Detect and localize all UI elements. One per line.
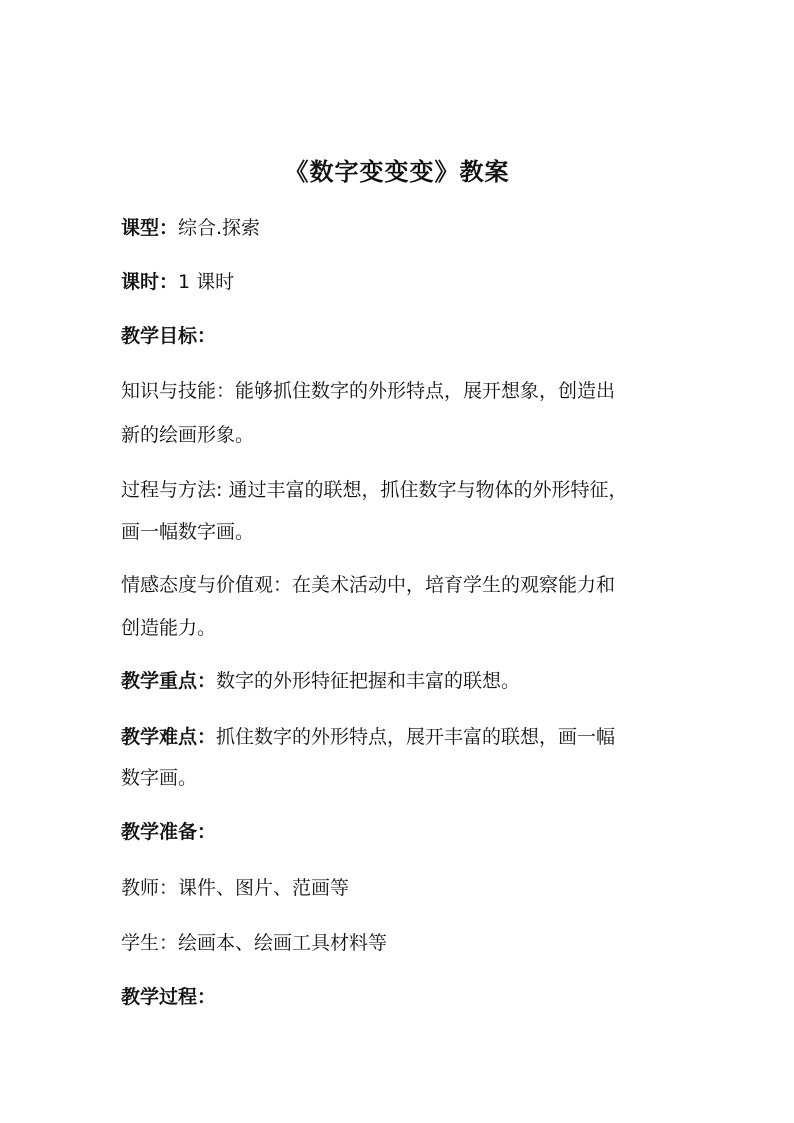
difficulties-line-2: 数字画。 (121, 767, 198, 789)
class-hours-line (121, 268, 681, 296)
difficulties-value: 抓住数字的外形特点，展开丰富的联想，画一幅 (216, 726, 616, 748)
objectives-heading: 教学目标： (121, 325, 217, 347)
difficulties-label: 教学难点： (121, 726, 217, 748)
document-title: 《数字变变变》教案 (284, 157, 510, 186)
difficulties-line-1 (121, 723, 681, 751)
student-prep-line: 学生：绘画本、绘画工具材料等 (121, 932, 388, 954)
class-hours-value: 1 课时 (178, 271, 235, 293)
knowledge-skill-line-2: 新的绘画形象。 (121, 424, 255, 446)
preparation-heading: 教学准备： (121, 821, 217, 843)
key-points-line (121, 667, 681, 695)
course-type-label: 课型： (121, 217, 179, 239)
teacher-prep-line: 教师：课件、图片、范画等 (121, 877, 350, 899)
key-points-value: 数字的外形特征把握和丰富的联想。 (216, 670, 521, 692)
course-type-value: 综合.探索 (178, 217, 261, 239)
class-hours-label: 课时： (121, 271, 179, 293)
knowledge-skill-line-1: 知识与技能：能够抓住数字的外形特点，展开想象，创造出 (121, 380, 616, 402)
emotion-values-line-2: 创造能力。 (121, 617, 217, 639)
key-points-label: 教学重点： (121, 670, 217, 692)
process-heading: 教学过程： (121, 986, 217, 1008)
course-type-line (121, 214, 681, 242)
process-method-line-1: 过程与方法: 通过丰富的联想，抓住数字与物体的外形特征， (121, 479, 628, 501)
emotion-values-line-1: 情感态度与价值观：在美术活动中，培育学生的观察能力和 (121, 574, 616, 596)
process-method-line-2: 画一幅数字画。 (121, 521, 255, 543)
